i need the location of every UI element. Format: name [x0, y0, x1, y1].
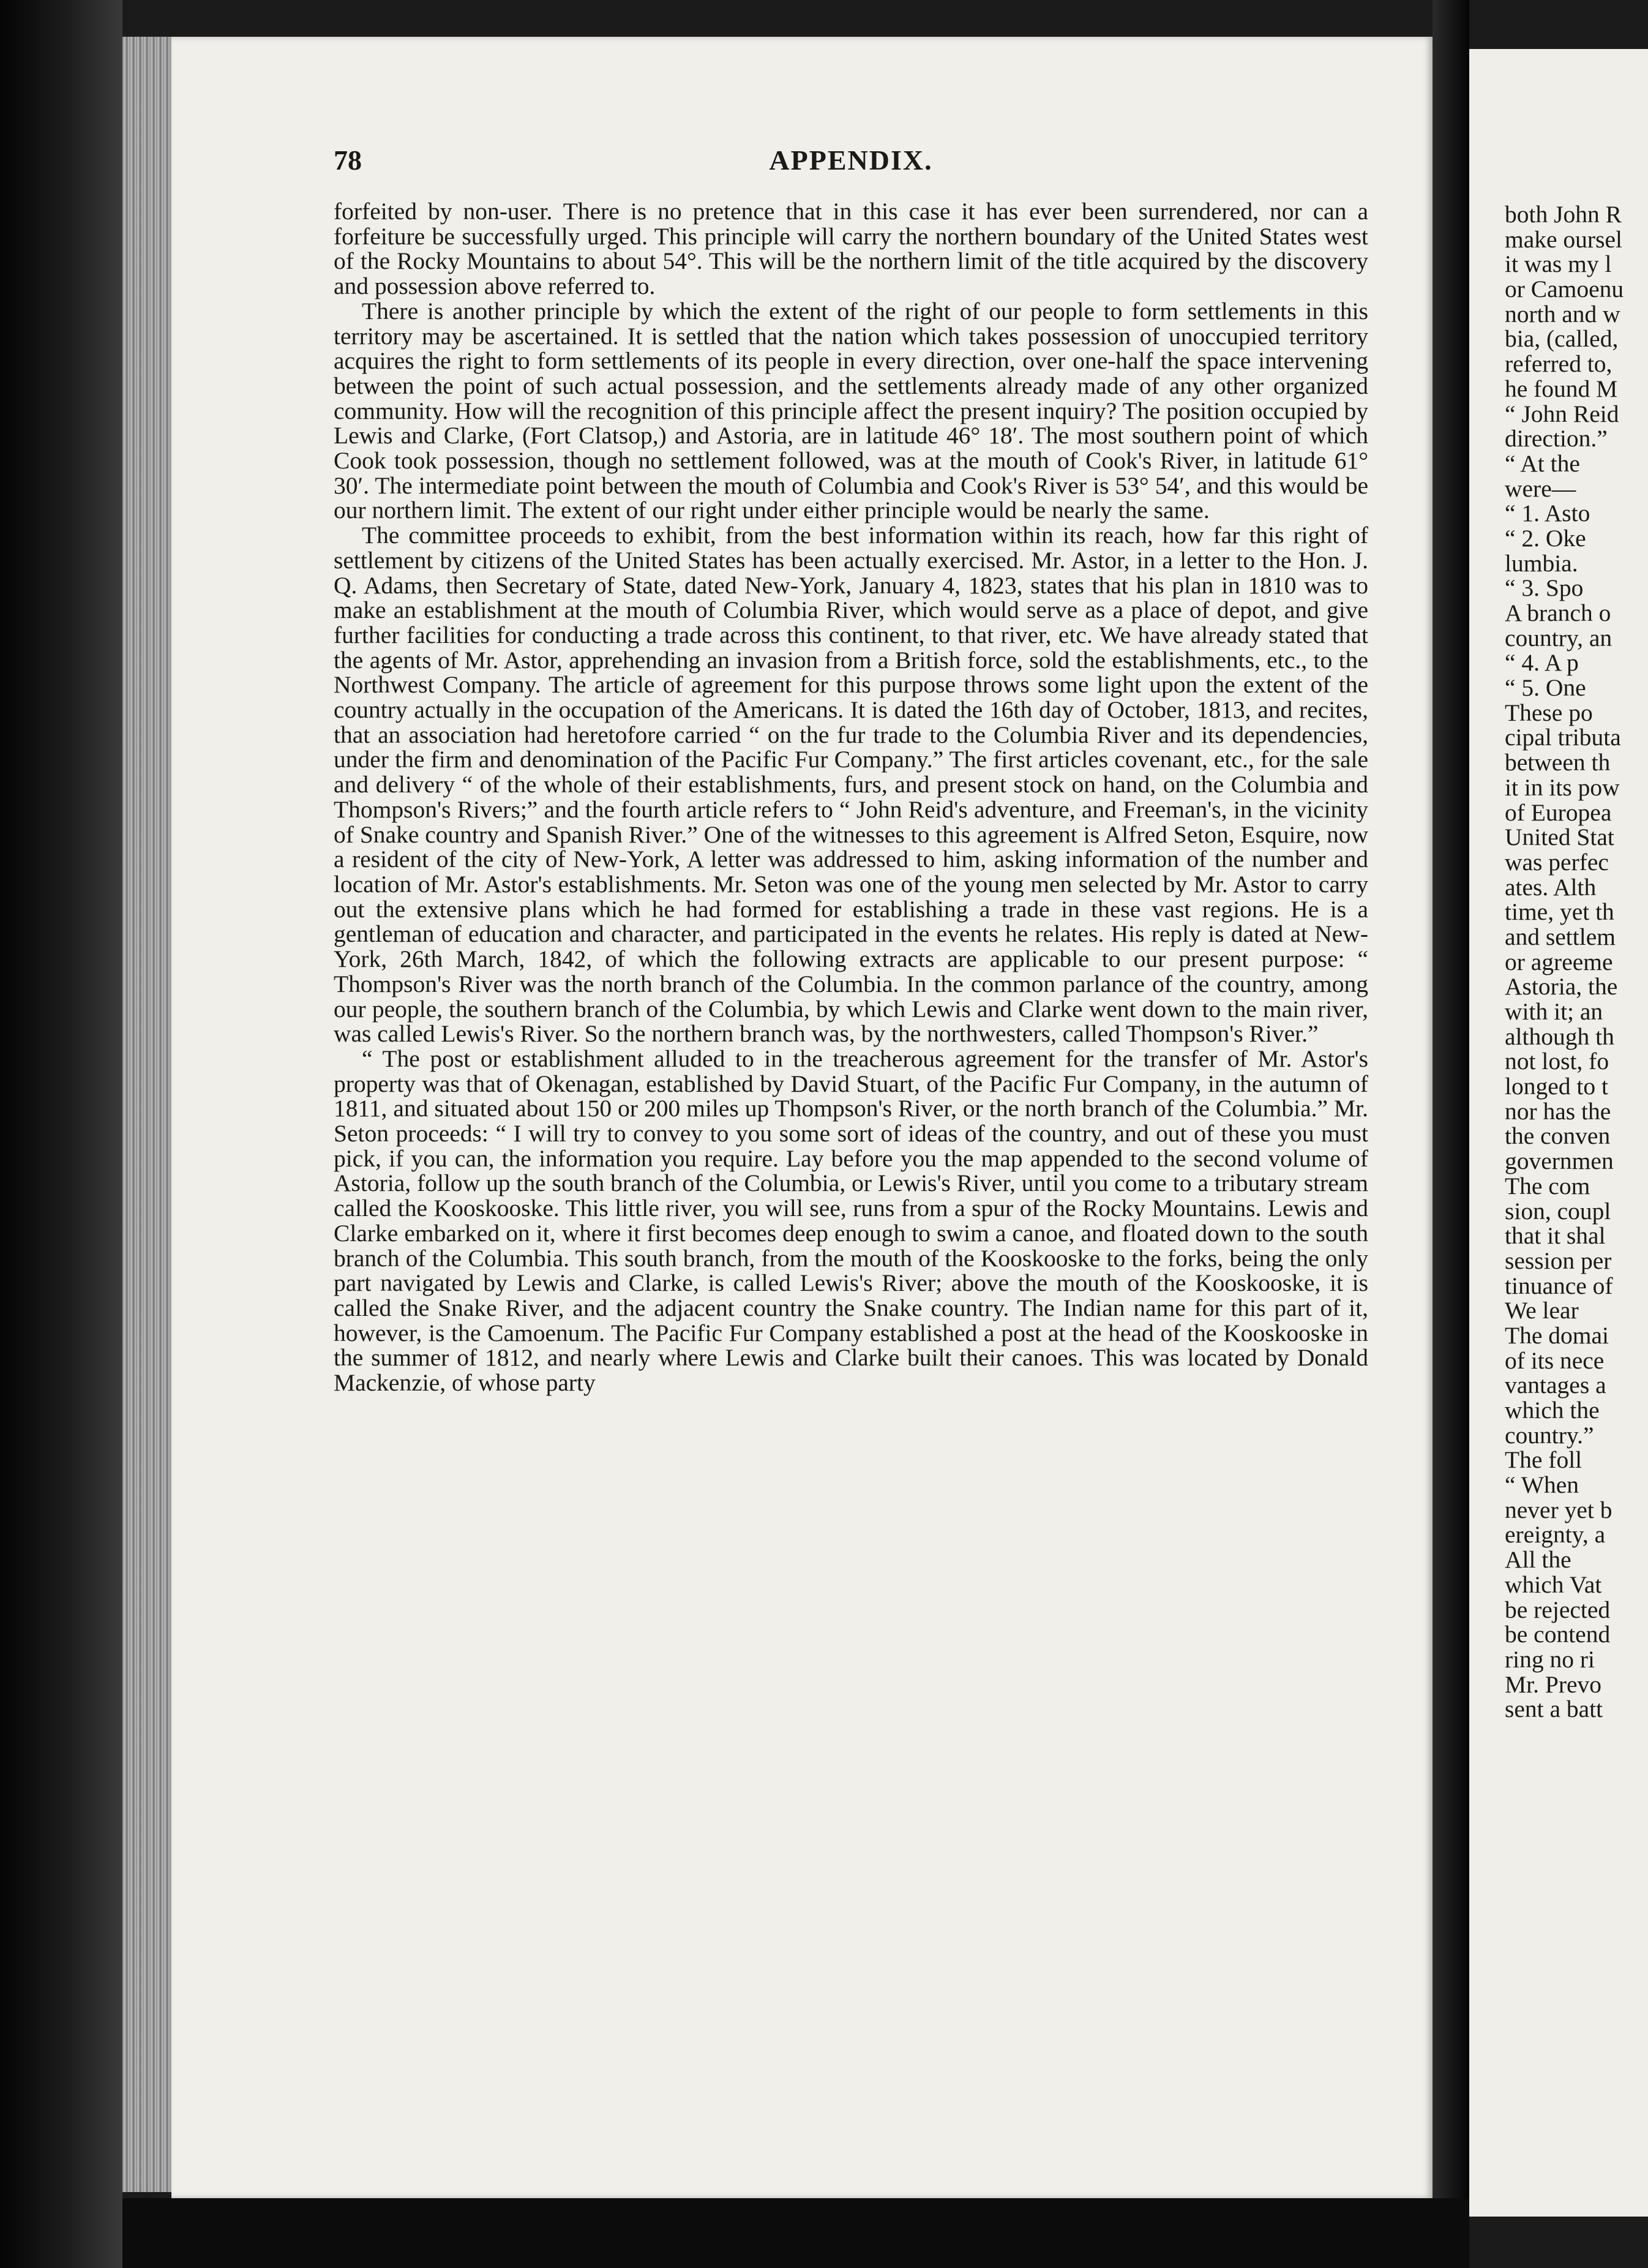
- facing-page-line: it was my l: [1505, 250, 1612, 278]
- facing-page-line: country, an: [1505, 624, 1612, 651]
- facing-page-line: with it; an: [1505, 998, 1603, 1025]
- facing-page-line: “ At the: [1505, 449, 1580, 477]
- facing-page-line: ereignty, a: [1505, 1521, 1606, 1549]
- facing-page-line: and settlem: [1505, 923, 1616, 950]
- facing-page-line: of Europea: [1505, 798, 1612, 826]
- facing-page-line: tinuance of: [1505, 1272, 1613, 1299]
- facing-page-line: referred to,: [1505, 350, 1612, 378]
- facing-page-line: nor has the: [1505, 1097, 1611, 1125]
- scan-bottom-shadow: [122, 2198, 1469, 2268]
- facing-page-line: vantages a: [1505, 1372, 1606, 1399]
- facing-page-line: “ 2. Oke: [1505, 524, 1586, 552]
- facing-page-line: were—: [1505, 475, 1576, 502]
- facing-page-line: that it shal: [1505, 1222, 1606, 1250]
- main-text: [334, 199, 1368, 1395]
- facing-page-line: time, yet th: [1505, 898, 1614, 926]
- facing-page-line: session per: [1505, 1247, 1612, 1274]
- book-gutter: [1433, 0, 1469, 2268]
- facing-page-line: Astoria, the: [1505, 973, 1618, 1001]
- facing-page-line: between th: [1505, 749, 1611, 776]
- paragraph: forfeited by non-user. There is no pretence that in this case it has ever been surrendered, nor can a forfeiture be successfully urged. This principle will carry the northern boundary of the United States west of the Rocky Mountains to about 54°. This will be the northern limit of the title acquired by the discovery and possession above referred to.: [334, 198, 1368, 300]
- page-header: [334, 144, 1368, 187]
- facing-page-line: which the: [1505, 1397, 1600, 1424]
- facing-page-line: sion, coupl: [1505, 1197, 1611, 1225]
- facing-page-line: of its nece: [1505, 1346, 1605, 1374]
- facing-page-line: cipal tributa: [1505, 724, 1621, 751]
- facing-page-fragment: [1469, 49, 1648, 2217]
- page-number: 78: [334, 145, 362, 176]
- facing-page-line: Mr. Prevo: [1505, 1670, 1601, 1698]
- scan-left-shadow: [0, 0, 122, 2268]
- book-page-edges: [122, 37, 178, 2192]
- facing-page-line: We lear: [1505, 1297, 1579, 1324]
- facing-page-line: The com: [1505, 1172, 1590, 1200]
- facing-page-line: it in its pow: [1505, 773, 1620, 801]
- facing-page-line: not lost, fo: [1505, 1048, 1609, 1075]
- facing-page-line: The foll: [1505, 1446, 1582, 1474]
- facing-page-line: “ John Reid: [1505, 400, 1619, 427]
- facing-page-line: which Vat: [1505, 1571, 1602, 1598]
- facing-page-line: or Camoenu: [1505, 276, 1624, 303]
- facing-page-line: sent a batt: [1505, 1695, 1603, 1723]
- paragraph: There is another principle by which the extent of the right of our people to form settlements in this territory may be ascertained. It is settled that the nation which takes possession of unoccupied territory acquires the right to form settlements of its people in every direction, over one-half the space intervening between the point of such actual possession, and the settlements already made of any other organized community. How will the recognition of this principle affect the present inquiry? The position occupied by Lewis and Clarke, (Fort Clatsop,) and Astoria, are in latitude 46° 18′. The most southern point of which Cook took possession, though no settlement followed, was at the mouth of Cook's River, in latitude 61° 30′. The intermediate point between the mouth of Columbia and Cook's River is 53° 54′, and this would be our northern limit. The extent of our right under either principle would be nearly the same.: [334, 297, 1368, 524]
- facing-page-line: both John R: [1505, 201, 1622, 228]
- facing-page-line: The domai: [1505, 1321, 1609, 1349]
- facing-page-line: bia, (called,: [1505, 325, 1619, 353]
- facing-page-line: “ When: [1505, 1471, 1579, 1499]
- facing-page-line: ates. Alth: [1505, 873, 1597, 901]
- facing-page-line: governmen: [1505, 1147, 1614, 1175]
- facing-page-text: [1505, 202, 1648, 1722]
- facing-page-line: the conven: [1505, 1122, 1611, 1150]
- facing-page-line: “ 3. Spo: [1505, 574, 1584, 602]
- facing-page-line: be rejected: [1505, 1596, 1611, 1623]
- facing-page-line: country.”: [1505, 1421, 1594, 1449]
- facing-page-line: make oursel: [1505, 225, 1622, 253]
- paragraph: The committee proceeds to exhibit, from the best information within its reach, how far this right of settlement by citizens of the United States has been actually exercised. Mr. Astor, in a letter to the Hon. J. Q. Adams, then Secretary of State, dated New-York, January 4, 1823, states that his plan in 1810 was to make an establishment at the mouth of Columbia River, which would serve as a place of depot, and give further facilities for conducting a trade across this continent, to that river, etc. We have already stated that the agents of Mr. Astor, apprehending an invasion from a British force, sold the establishments, etc., to the Northwest Company. The article of agreement for this purpose throws some light upon the extent of the country actually in the occupation of the Americans. It is dated the 16th day of October, 1813, and recites, that an association had heretofore carried “ on the fur trade to the Columbia River and its dependencies, under the firm and denomination of the Pacific Fur Company.” The first articles covenant, etc., for the sale and delivery “ of the whole of their establishments, furs, and present stock on hand, on the Columbia and Thompson's Rivers;” and the fourth article refers to “ John Reid's adventure, and Freeman's, in the vicinity of Snake country and Spanish River.” One of the witnesses to this agreement is Alfred Seton, Esquire, now a resident of the city of New-York, A letter was addressed to him, asking information of the number and location of Mr. Astor's establishments. Mr. Seton was one of the young men selected by Mr. Astor to carry out the extensive plans which he had formed for establishing a trade in these vast regions. He is a gentleman of education and character, and participated in the events he relates. His reply is dated at New-York, 26th March, 1842, of which the following extracts are applicable to our present purpose: “ Thompson's River was the north branch of the Columbia. In the common parlance of the country, among our people, the southern branch of the Columbia, by which Lewis and Clarke went down to the main river, was called Lewis's River. So the northern branch was, by the northwesters, called Thompson's River.”: [334, 522, 1368, 1048]
- facing-page-line: A branch o: [1505, 599, 1611, 626]
- facing-page-line: be contend: [1505, 1621, 1611, 1648]
- facing-page-line: never yet b: [1505, 1496, 1612, 1523]
- facing-page-line: All the: [1505, 1546, 1571, 1574]
- facing-page-line: longed to t: [1505, 1073, 1608, 1100]
- facing-page-line: although th: [1505, 1023, 1614, 1050]
- facing-page-line: direction.”: [1505, 425, 1608, 452]
- facing-page-line: ring no ri: [1505, 1645, 1595, 1673]
- facing-page-line: he found M: [1505, 375, 1618, 402]
- facing-page-line: was perfec: [1505, 848, 1609, 876]
- paragraph: “ The post or establishment alluded to in the treacherous agreement for the transfer of Mr. Astor's property was that of Okenagan, established by David Stuart, of the Pacific Fur Company, in the autumn of 1811, and situated about 150 or 200 miles up Thompson's River, or the north branch of the Columbia.” Mr. Seton proceeds: “ I will try to convey to you some sort of ideas of the country, and out of these you must pick, if you can, the information you require. Lay before you the map appended to the second volume of Astoria, follow up the south branch of the Columbia, or Lewis's River, until you come to a tributary stream called the Kooskooske. This little river, you will see, runs from a spur of the Rocky Mountains. Lewis and Clarke embarked on it, where it first becomes deep enough to swim a canoe, and floated down to the south branch of the Columbia. This south branch, from the mouth of the Kooskooske to the forks, being the only part navigated by Lewis and Clarke, is called Lewis's River; above the mouth of the Kooskooske, it is called the Snake River, and the adjacent country the Snake country. The Indian name for this part of it, however, is the Camoenum. The Pacific Fur Company established a post at the head of the Kooskooske in the summer of 1812, and nearly where Lewis and Clarke built their canoes. This was located by Donald Mackenzie, of whose party: [334, 1045, 1368, 1397]
- facing-page-line: lumbia.: [1505, 549, 1578, 577]
- facing-page-line: “ 5. One: [1505, 674, 1586, 702]
- facing-page-line: “ 4. A p: [1505, 649, 1579, 677]
- facing-page-line: or agreeme: [1505, 948, 1613, 975]
- facing-page-line: United Stat: [1505, 824, 1614, 851]
- facing-page-line: north and w: [1505, 300, 1620, 328]
- facing-page-line: These po: [1505, 699, 1593, 726]
- facing-page-line: “ 1. Asto: [1505, 500, 1590, 527]
- running-head: APPENDIX.: [769, 145, 933, 176]
